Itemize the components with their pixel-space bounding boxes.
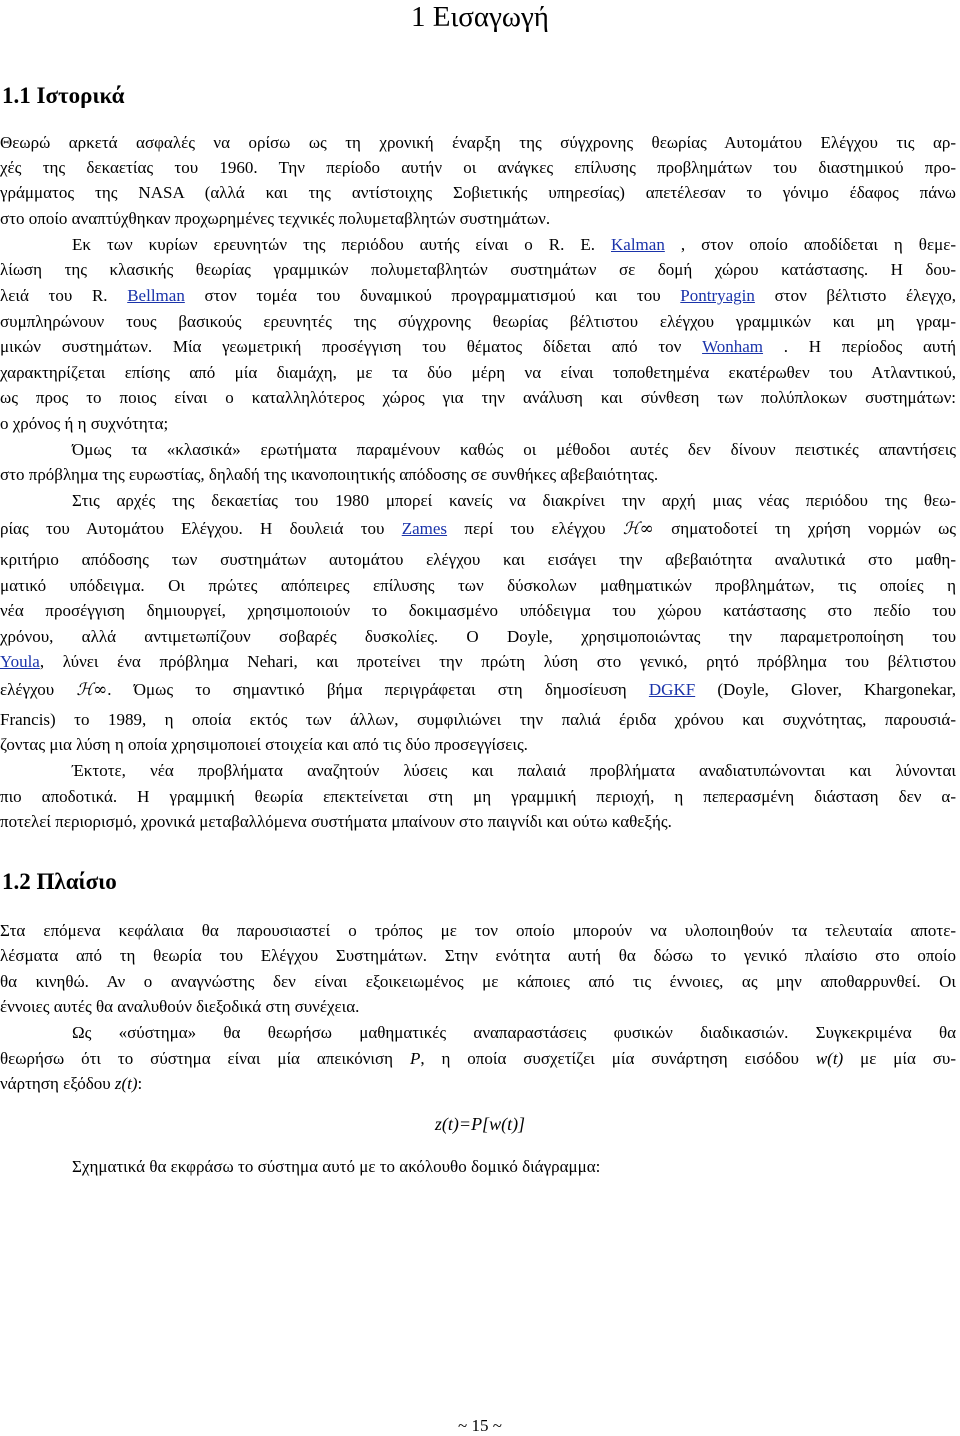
text-line: έννοιες αυτές θα αναλυθούν διεξοδικά στη συνέχεια.	[0, 997, 360, 1016]
link-kalman[interactable]: Kalman	[611, 235, 665, 254]
text-line: Στα επόμενα κεφάλαια θα παρουσιαστεί ο τρόπος με τον οποίο μπορούν να υλοποιηθούν τα τελευταία αποτε-	[0, 921, 956, 940]
text-line: Francis) το 1989, η οποία εκτός των άλλων, συμφιλιώνει την παλιά έριδα χρόνου και συχνότητας, παρουσιά-	[0, 710, 956, 729]
text-line: Έκτοτε, νέα προβλήματα αναζητούν λύσεις και παλαιά προβλήματα αναδιατυπώνονται και λύνονται	[72, 761, 956, 780]
link-youla[interactable]: Youla	[0, 652, 40, 671]
text-line: Όμως τα «κλασικά» ερωτήματα παραμένουν καθώς οι μέθοδοι αυτές δεν δίνουν πειστικές απαντήσεις	[72, 440, 956, 459]
link-dgkf[interactable]: DGKF	[648, 680, 696, 699]
text-line: Ως «σύστημα» θα θεωρήσω μαθηματικές αναπαραστάσεις φυσικών διαδικασιών. Συγκεκριμένα θα	[72, 1023, 956, 1042]
link-wonham[interactable]: Wonham	[702, 337, 764, 356]
math-P: P	[409, 1049, 421, 1068]
text-line: γράμματος της NASA (αλλά και της αντίστοιχης Σοβιετικής υπηρεσίας) απετέλεσαν το γόνιμο έδαφος πάνω	[0, 183, 956, 202]
equation: z(t)=P[w(t)]	[434, 1114, 526, 1134]
h-infinity-symbol: ℋ∞	[76, 680, 108, 700]
text-line: χαρακτηρίζεται επίσης από μία διαμάχη, με τα δύο μέρη να είναι τοποθετημένα εκατέρωθεν του Ατλαντικού,	[0, 363, 956, 382]
text-line: νάρτηση εξόδου z(t):	[0, 1074, 143, 1093]
chapter-title: 1 Εισαγωγή	[411, 1, 549, 33]
text-line: ρίας του Αυτομάτου Ελέγχου. Η δουλειά του Zames περί του ελέγχου ℋ∞ σηματοδοτεί τη χρήση νορμών ως	[0, 519, 957, 539]
text-line: πιο αποδοτικά. Η γραμμική θεωρία επεκτείνεται στη μη γραμμική περιοχή, η πεπερασμένη διάσταση δεν α-	[0, 787, 956, 806]
text-line: στο οποίο αναπτύχθηκαν προχωρημένες τεχνικές πολυμεταβλητών συστημάτων.	[0, 209, 551, 228]
text-line: ελέγχου ℋ∞. Όμως το σημαντικό βήμα περιγράφεται στη δημοσίευση DGKF (Doyle, Glover, Khargonekar,	[0, 680, 957, 700]
text-line: κριτήριο απόδοσης των συστημάτων αυτομάτου ελέγχου και εισάγει την αβεβαιότητα αναλυτικά στο μαθη-	[0, 550, 956, 569]
text-line: θα κινηθώ. Αν ο αναγνώστης δεν είναι εξοικειωμένος με κάποιες από τις έννοιες, ας μην αποθαρρυνθεί. Οι	[0, 972, 956, 991]
math-w-of-t: w(t)	[815, 1049, 844, 1068]
text-line: νέα προσέγγιση δημιουργεί, χρησιμοποιούν το δοκιμασμένο υπόδειγμα του χώρου κατάστασης στο πεδίο του	[0, 601, 956, 620]
text-line: ποτελεί περιορισμό, χρονικά μεταβαλλόμενα συστήματα μπαίνουν στο παιγνίδι και ούτω καθεξής.	[0, 812, 672, 831]
link-pontryagin[interactable]: Pontryagin	[680, 286, 755, 305]
page-number: ~ 15 ~	[458, 1416, 502, 1435]
text-line: Θεωρώ αρκετά ασφαλές να ορίσω ως τη χρονική έναρξη της σύγχρονης θεωρίας Αυτομάτου Ελέγχου τις αρ-	[0, 133, 956, 152]
text-line: λίωση της κλασικής θεωρίας γραμμικών πολυμεταβλητών συστημάτων σε δομή χώρου κατάστασης. Η δου-	[0, 260, 956, 279]
text-line: θεωρήσω ότι το σύστημα είναι μία απεικόνιση P, η οποία συσχετίζει μία συνάρτηση εισόδου w(t) με μία συ-	[0, 1049, 957, 1068]
text-line: ο χρόνος ή η συχνότητα;	[0, 414, 169, 433]
text-line: λέσματα από τη θεωρία του Ελέγχου Συστημάτων. Στην ενότητα αυτή θα δώσω το γενικό πλαίσιο στο οποίο	[0, 946, 956, 965]
text-line: λειά του R. Bellman στον τομέα του δυναμικού προγραμματισμού και του Pontryagin στον βέλτιστο έλεγχο,	[0, 286, 956, 305]
section-heading-framework: 1.2 Πλαίσιο	[2, 869, 117, 894]
text-line: στο πρόβλημα της ευρωστίας, δηλαδή της ικανοποιητικής απόδοσης σε συνθήκες αβεβαιότητας.	[0, 465, 659, 484]
link-bellman[interactable]: Bellman	[127, 286, 185, 305]
text-line: ζοντας μια λύση η οποία χρησιμοποιεί στοιχεία και από τις δύο προσεγγίσεις.	[0, 735, 528, 754]
text-line: Εκ των κυρίων ερευνητών της περιόδου αυτής είναι ο R. E. Kalman , στον οποίο αποδίδεται η θεμε-	[72, 235, 957, 254]
link-zames[interactable]: Zames	[401, 519, 448, 538]
text-line: ως προς το ποιος είναι ο καταλληλότερος χώρος για την ανάλυση και σύνθεση των πολύπλοκων συστημάτων:	[0, 388, 956, 407]
math-z-of-t: z(t)	[114, 1074, 138, 1093]
text-line: χές της δεκαετίας του 1960. Την περίοδο αυτήν οι ανάγκες επίλυσης προβλημάτων του διαστημικού προ-	[0, 158, 956, 177]
text-line: Σχηματικά θα εκφράσω το σύστημα αυτό με το ακόλουθο δομικό διάγραμμα:	[72, 1157, 601, 1176]
h-infinity-symbol: ℋ∞	[622, 519, 654, 539]
text-line: Στις αρχές της δεκαετίας του 1980 μπορεί κανείς να διακρίνει την αρχή μιας νέας περιόδου της θεω-	[72, 491, 956, 510]
text-line: χρόνου, αλλά αντιμετωπίζουν σοβαρές δυσκολίες. Ο Doyle, χρησιμοποιώντας την παραμετροποίηση του	[0, 627, 956, 646]
text-line: συμπληρώνουν τους βασικούς ερευνητές της σύγχρονης θεωρίας βέλτιστου ελέγχου γραμμικών και μη γραμ-	[0, 312, 956, 331]
text-line: ματικό υπόδειγμα. Οι πρώτες απόπειρες επίλυσης των δύσκολων μαθηματικών προβλημάτων, τις οποίες η	[0, 576, 956, 595]
text-line: Youla, λύνει ένα πρόβλημα Nehari, και προτείνει την πρώτη λύση στο γενικό, ρητό πρόβλημα του βέλτιστου	[0, 652, 956, 671]
text-line: μικών συστημάτων. Μία γεωμετρική προσέγγιση του θέματος δίδεται από τον Wonham . Η περίοδος αυτή	[0, 337, 957, 356]
section-heading-history: 1.1 Ιστορικά	[2, 83, 125, 108]
